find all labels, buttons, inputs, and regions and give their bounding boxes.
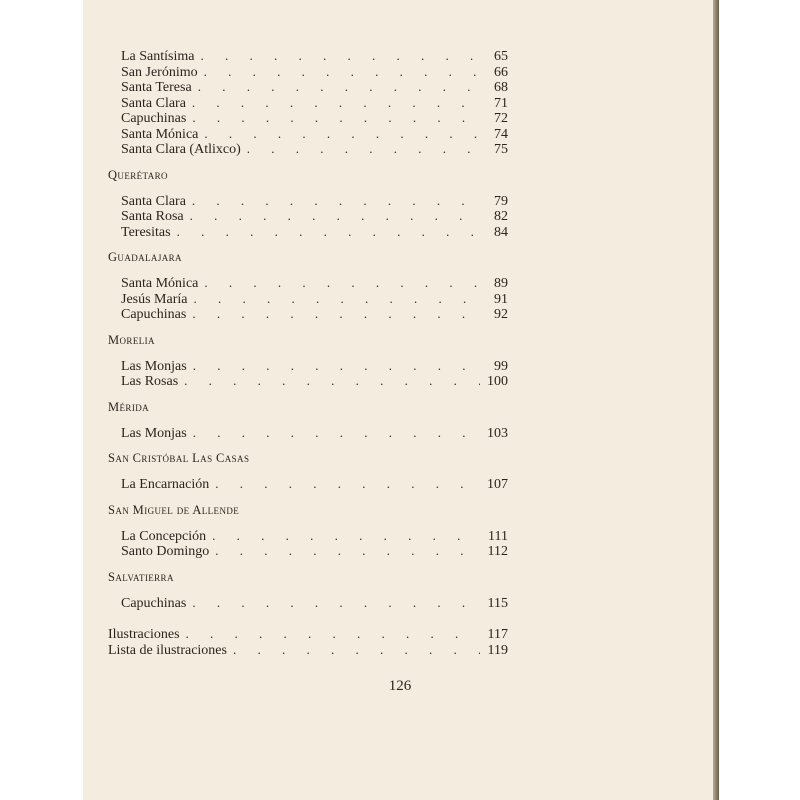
toc-entry-page: 75 xyxy=(494,142,508,157)
dot-leader xyxy=(192,95,480,111)
toc-entry-page: 100 xyxy=(487,374,508,389)
dot-leader xyxy=(192,306,480,322)
toc-entry xyxy=(108,595,508,611)
section-entries xyxy=(108,193,508,240)
section-heading: Guadalajara xyxy=(108,250,182,264)
dot-leader xyxy=(193,358,480,374)
dot-leader xyxy=(190,208,480,224)
toc-entry-page: 107 xyxy=(487,477,508,492)
toc-entry xyxy=(108,306,508,322)
dot-leader xyxy=(186,626,480,642)
toc-entry xyxy=(108,208,508,224)
dot-leader xyxy=(184,373,480,389)
toc-entry-title: Jesús María xyxy=(121,291,188,307)
section-entries xyxy=(108,595,508,611)
toc-entry xyxy=(108,642,508,658)
toc-entry-page: 103 xyxy=(487,425,508,441)
toc-entry xyxy=(108,224,508,240)
toc-entry-title: Ilustraciones xyxy=(108,627,180,642)
section-entries xyxy=(108,275,508,322)
section-heading: Morelia xyxy=(108,332,155,347)
toc-entry-page: 112 xyxy=(487,544,508,559)
toc-section xyxy=(108,502,508,559)
toc-sections xyxy=(108,48,508,610)
toc-entry xyxy=(108,126,508,142)
section-heading: Salvatierra xyxy=(108,569,174,584)
toc-entry-page: 74 xyxy=(494,126,508,142)
dot-leader xyxy=(192,193,480,209)
section-entries xyxy=(108,476,508,492)
toc-entry-page: 111 xyxy=(488,528,508,544)
toc-entry-title: La Concepción xyxy=(121,528,207,544)
toc-entry-title: San Jerónimo xyxy=(121,64,198,80)
toc-entry-page: 68 xyxy=(494,80,508,95)
toc-entry xyxy=(108,476,508,492)
dot-leader xyxy=(233,642,480,658)
toc-entry-title: Santa Teresa xyxy=(121,80,192,95)
toc-entry-page: 89 xyxy=(494,276,508,291)
toc-entry xyxy=(108,425,508,441)
section-entries xyxy=(108,48,508,157)
toc-entry-title: Capuchinas xyxy=(121,307,187,322)
toc-entry-page: 119 xyxy=(487,642,508,658)
toc-entry-page: 79 xyxy=(494,193,508,209)
toc-section xyxy=(108,569,508,611)
toc-entry-title: La Encarnación xyxy=(121,477,210,492)
dot-leader xyxy=(198,79,480,95)
toc-entry xyxy=(108,291,508,307)
toc-entry-page: 91 xyxy=(494,291,508,307)
section-entries xyxy=(108,358,508,389)
toc-entry-title: Santa Clara (Atlixco) xyxy=(121,142,241,157)
toc-entry-title: Santo Domingo xyxy=(121,544,210,559)
toc-entry-page: 92 xyxy=(494,307,508,322)
toc-entry-title: Capuchinas xyxy=(121,111,187,126)
toc-entry-title: Santa Clara xyxy=(121,95,186,111)
toc-entry-page: 99 xyxy=(494,358,508,374)
toc-entry xyxy=(108,626,508,642)
toc-entry-page: 117 xyxy=(487,627,508,642)
toc-entry-title: Las Rosas xyxy=(121,374,179,389)
dot-leader xyxy=(215,543,480,559)
toc-entry xyxy=(108,110,508,126)
toc-section xyxy=(108,332,508,389)
toc-entry-title: Lista de ilustraciones xyxy=(108,642,227,658)
toc-entry xyxy=(108,193,508,209)
toc-section xyxy=(108,399,508,441)
toc-final-entries xyxy=(108,626,508,657)
toc-entry xyxy=(108,275,508,291)
dot-leader xyxy=(192,595,480,611)
table-of-contents xyxy=(108,48,508,657)
section-entries xyxy=(108,528,508,559)
toc-entry-title: Teresitas xyxy=(121,224,171,240)
toc-entry xyxy=(108,79,508,95)
section-heading: San Miguel de Allende xyxy=(108,502,240,517)
toc-entry-page: 82 xyxy=(494,209,508,224)
section-heading: Mérida xyxy=(108,399,150,414)
dot-leader xyxy=(204,275,480,291)
page-number: 126 xyxy=(388,678,412,694)
dot-leader xyxy=(177,224,480,240)
toc-entry xyxy=(108,373,508,389)
dot-leader xyxy=(204,64,480,80)
toc-entry-page: 115 xyxy=(487,595,508,611)
section-heading: Querétaro xyxy=(108,167,168,182)
toc-entry-page: 71 xyxy=(494,95,508,111)
dot-leader xyxy=(201,48,481,64)
toc-entry-title: Santa Clara xyxy=(121,193,186,209)
toc-entry xyxy=(108,543,508,559)
toc-section xyxy=(108,167,508,240)
toc-entry xyxy=(108,528,508,544)
toc-entry xyxy=(108,48,508,64)
dot-leader xyxy=(247,141,480,157)
toc-entry-title: Las Monjas xyxy=(121,358,187,374)
toc-entry xyxy=(108,141,508,157)
dot-leader xyxy=(215,476,480,492)
toc-entry-title: Santa Mónica xyxy=(121,126,199,142)
toc-entry-title: Santa Rosa xyxy=(121,209,184,224)
toc-entry-page: 66 xyxy=(494,64,508,80)
toc-entry-page: 65 xyxy=(494,49,508,64)
toc-section xyxy=(108,249,508,322)
toc-section xyxy=(108,48,508,157)
toc-entry-title: La Santísima xyxy=(121,49,195,64)
section-heading: San Cristóbal Las Casas xyxy=(108,451,250,465)
toc-entry-page: 84 xyxy=(494,224,508,240)
dot-leader xyxy=(194,291,481,307)
toc-entry-page: 72 xyxy=(494,111,508,126)
toc-entry-title: Capuchinas xyxy=(121,595,187,611)
section-entries xyxy=(108,425,508,441)
dot-leader xyxy=(212,528,480,544)
dot-leader xyxy=(193,425,480,441)
toc-section xyxy=(108,450,508,492)
toc-entry xyxy=(108,64,508,80)
dot-leader xyxy=(204,126,480,142)
toc-entry-title: Santa Mónica xyxy=(121,276,199,291)
toc-entry xyxy=(108,95,508,111)
toc-entry xyxy=(108,358,508,374)
dot-leader xyxy=(192,110,480,126)
toc-entry-title: Las Monjas xyxy=(121,425,187,441)
